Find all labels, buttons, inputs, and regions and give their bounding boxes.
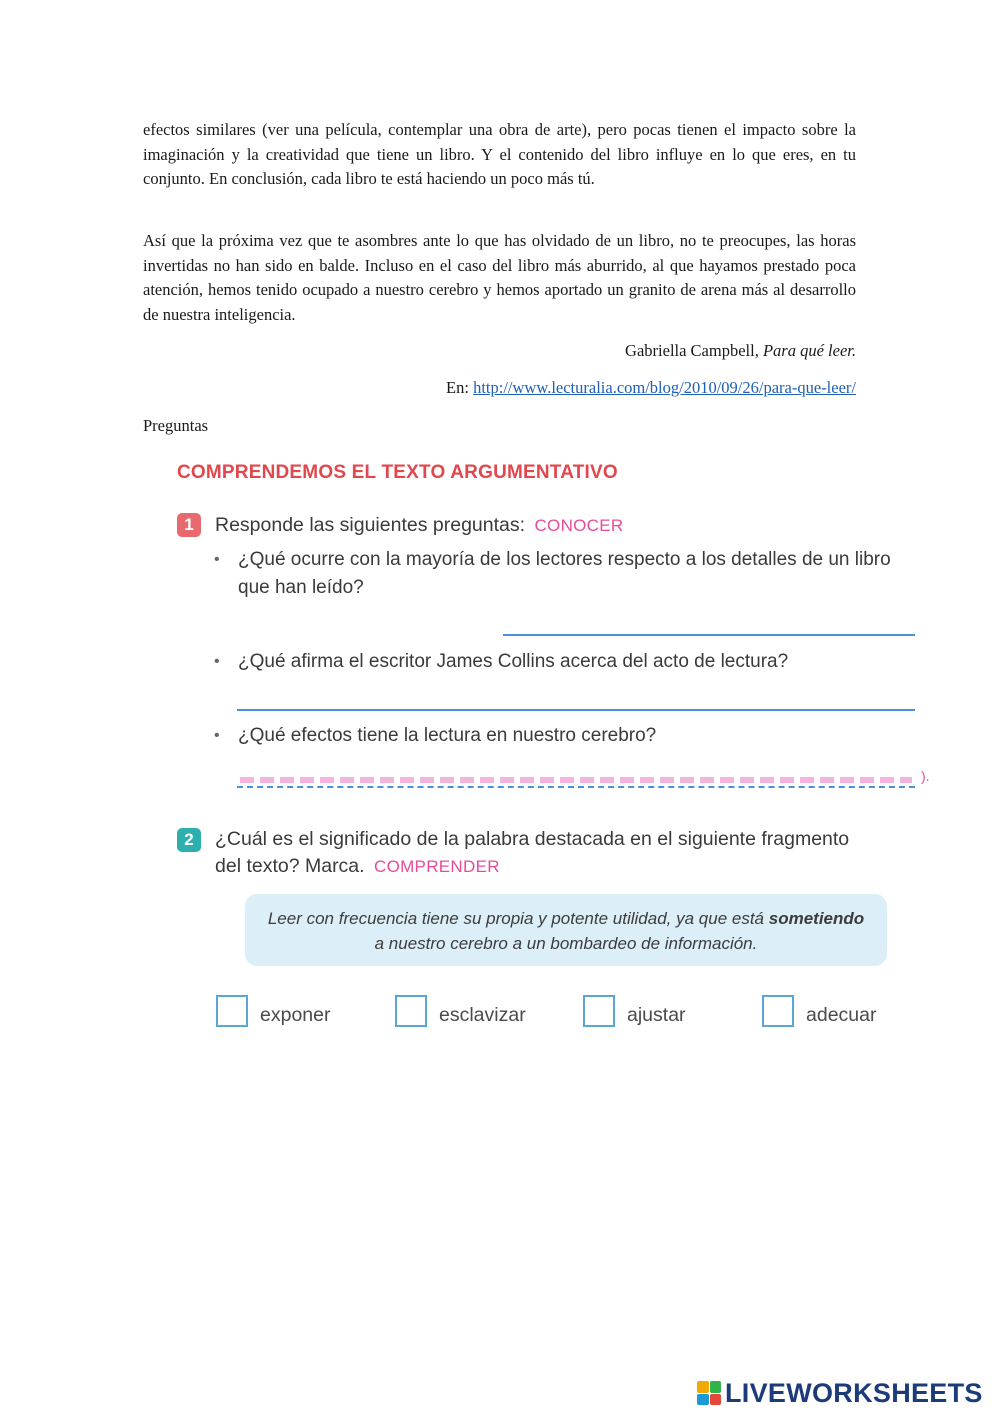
- question-2-prompt: [215, 826, 855, 880]
- logo-tile: [710, 1381, 722, 1393]
- work-title: Para qué leer.: [762, 341, 856, 360]
- logo-tile: [710, 1394, 722, 1406]
- answer-input-2[interactable]: [237, 709, 915, 711]
- reading-paragraph-1: efectos similares (ver una película, contemplar una obra de arte), pero pocas tienen el impacto sobre la imaginación y la creatividad que tiene un libro. Y el contenido del libro influye en lo que eres, en tu conjunto. En conclusión, cada libro te está haciendo un poco más tú.: [143, 120, 856, 188]
- question-2-prompt-text: ¿Cuál es el significado de la palabra destacada en el siguiente fragmento del texto? Marca.: [215, 828, 850, 877]
- quote-box: [245, 894, 887, 966]
- source-prefix: En:: [446, 378, 469, 397]
- option-checkbox[interactable]: [395, 995, 427, 1027]
- question-1-prompt: [215, 512, 623, 539]
- logo-tile: [697, 1394, 709, 1406]
- answer-3-sample-mark: [240, 777, 912, 783]
- bullet-dot-icon: •: [214, 551, 220, 568]
- source-link[interactable]: http://www.lecturalia.com/blog/2010/09/26/para-que-leer/: [473, 378, 856, 397]
- option-label: ajustar: [627, 1004, 686, 1026]
- option-checkbox[interactable]: [583, 995, 615, 1027]
- question-1-item-text: ¿Qué efectos tiene la lectura en nuestro cerebro?: [238, 725, 657, 746]
- preguntas-heading: Preguntas: [143, 416, 209, 435]
- question-1-skill-tag: CONOCER: [534, 516, 624, 535]
- author-name: Gabriella Campbell,: [625, 341, 759, 360]
- reading-paragraph-2: Así que la próxima vez que te asombres ante lo que has olvidado de un libro, no te preocupes, las horas invertidas no han sido en balde. Incluso en el caso del libro más aburrido, al que hayamos prestado poca atención, hemos tenido ocupado a nuestro cerebro y hemos aportado un granito de arena más al desarrollo de nuestra inteligencia.: [143, 231, 856, 324]
- option-label: adecuar: [806, 1004, 877, 1026]
- logo-tile: [697, 1381, 709, 1393]
- logo-mark-icon: [697, 1381, 721, 1405]
- section-title: COMPRENDEMOS EL TEXTO ARGUMENTATIVO: [177, 462, 618, 483]
- question-1-prompt-text: Responde las siguientes preguntas:: [215, 514, 526, 536]
- option-checkbox[interactable]: [762, 995, 794, 1027]
- logo-text: LIVEWORKSHEETS: [725, 1377, 983, 1408]
- question-1-number-badge: 1: [177, 513, 201, 537]
- answer-3-tail: ).: [921, 768, 930, 784]
- quote-text-before: Leer con frecuencia tiene su propia y potente utilidad, ya que está: [267, 909, 765, 928]
- question-1-item-text: ¿Qué ocurre con la mayoría de los lectores respecto a los detalles de un libro que han leído?: [238, 549, 891, 598]
- source-line: [143, 378, 856, 398]
- bullet-dot-icon: •: [214, 727, 220, 744]
- option-checkbox[interactable]: [216, 995, 248, 1027]
- quote-keyword: sometiendo: [768, 909, 865, 928]
- bullet-dot-icon: •: [214, 653, 220, 670]
- answer-input-3[interactable]: [237, 786, 915, 788]
- attribution: [143, 341, 856, 361]
- question-2-skill-tag: COMPRENDER: [374, 857, 500, 876]
- option-label: exponer: [260, 1004, 331, 1026]
- quote-text-after: a nuestro cerebro a un bombardeo de información.: [374, 934, 758, 953]
- liveworksheets-logo: [697, 1376, 983, 1410]
- answer-input-1[interactable]: [503, 634, 915, 636]
- option-label: esclavizar: [439, 1004, 526, 1026]
- question-2-number-badge: 2: [177, 828, 201, 852]
- question-1-item-text: ¿Qué afirma el escritor James Collins acerca del acto de lectura?: [238, 651, 789, 672]
